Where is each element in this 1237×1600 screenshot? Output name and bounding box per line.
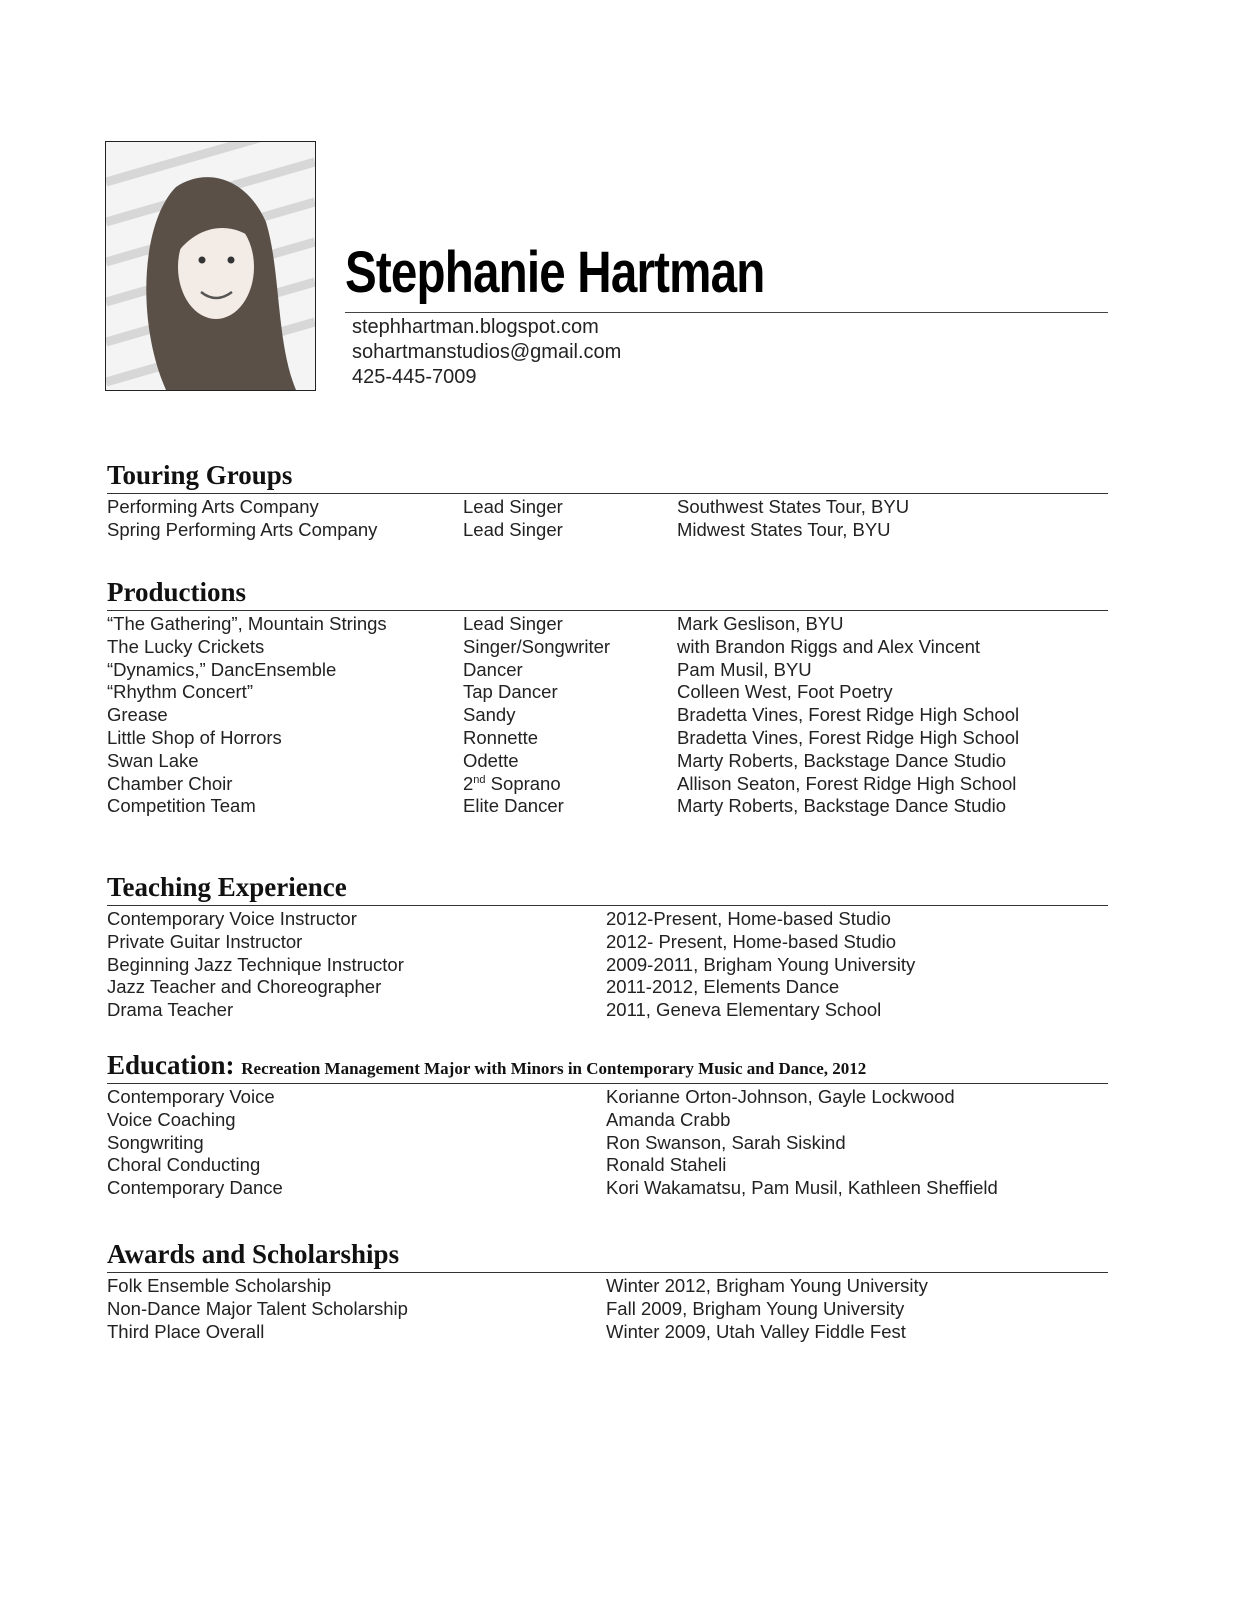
candidate-name: Stephanie Hartman: [345, 240, 765, 305]
cell-col-2: Kori Wakamatsu, Pam Musil, Kathleen Sheffield: [606, 1177, 998, 1199]
soprano-label: Soprano: [485, 772, 561, 794]
cell-col-3: Allison Seaton, Forest Ridge High School: [677, 772, 1017, 794]
table-row: [107, 976, 1108, 999]
education-degree: Recreation Management Major with Minors in Contemporary Music and Dance, 2012: [241, 1059, 867, 1078]
cell-col-2: Amanda Crabb: [606, 1108, 731, 1130]
section-heading: Awards and Scholarships: [107, 1239, 1108, 1273]
table-row: [107, 750, 1108, 773]
cell-col-1: Contemporary Voice: [107, 1086, 275, 1107]
cell-col-3: Marty Roberts, Backstage Dance Studio: [677, 795, 1007, 817]
phone-number: 425-445-7009: [352, 366, 477, 388]
table-row: [107, 999, 1108, 1022]
cell-col-3: Midwest States Tour, BYU: [677, 518, 891, 540]
cell-col-2: Elite Dancer: [463, 795, 564, 817]
table-row: [107, 1132, 1108, 1155]
table-row: [107, 1086, 1108, 1109]
cell-col-2: Odette: [463, 749, 519, 771]
cell-col-2: Lead Singer: [463, 613, 563, 634]
cell-col-2: Ronnette: [463, 726, 539, 748]
cell-col-1: “The Gathering”, Mountain Strings: [107, 613, 387, 634]
cell-col-1: Songwriting: [107, 1131, 204, 1153]
cell-col-3: Pam Musil, BYU: [677, 658, 812, 680]
section-education: [107, 1050, 1108, 1200]
cell-col-1: Grease: [107, 704, 168, 726]
contact-info: [352, 315, 621, 390]
cell-col-3: Southwest States Tour, BYU: [677, 496, 910, 517]
cell-col-2: Singer/Songwriter: [463, 635, 611, 657]
email-link[interactable]: sohartmanstudios@gmail.com: [352, 341, 622, 363]
table-row: [107, 908, 1108, 931]
table-row: [107, 704, 1108, 727]
table-row: [107, 727, 1108, 750]
cell-col-1: Jazz Teacher and Choreographer: [107, 976, 382, 998]
table-row: [107, 773, 1108, 796]
cell-col-3: Marty Roberts, Backstage Dance Studio: [677, 749, 1007, 771]
section-teaching-experience: [107, 872, 1108, 1022]
cell-col-2: Sandy: [463, 704, 516, 726]
cell-col-2: Korianne Orton-Johnson, Gayle Lockwood: [606, 1086, 955, 1107]
table-row: [107, 1109, 1108, 1132]
ordinal-suffix: nd: [473, 773, 486, 786]
section-touring-groups: [107, 460, 1108, 542]
cell-col-2: 2nd Soprano: [463, 772, 561, 794]
cell-col-3: with Brandon Riggs and Alex Vincent: [677, 635, 981, 657]
cell-col-1: Folk Ensemble Scholarship: [107, 1275, 332, 1296]
table-row: [107, 1154, 1108, 1177]
cell-col-2: Ronald Staheli: [606, 1154, 727, 1176]
education-title: Education:: [107, 1050, 235, 1080]
cell-col-3: Mark Geslison, BYU: [677, 613, 844, 634]
cell-col-2: Ron Swanson, Sarah Siskind: [606, 1131, 846, 1153]
cell-col-2: 2009-2011, Brigham Young University: [606, 953, 916, 975]
table-row: [107, 659, 1108, 682]
section-heading: Productions: [107, 577, 1108, 611]
section-heading: Teaching Experience: [107, 872, 1108, 906]
cell-col-1: Chamber Choir: [107, 772, 233, 794]
cell-col-1: Non-Dance Major Talent Scholarship: [107, 1297, 408, 1319]
table-row: [107, 681, 1108, 704]
cell-col-1: Swan Lake: [107, 749, 199, 771]
table-row: [107, 795, 1108, 818]
cell-col-1: Voice Coaching: [107, 1108, 236, 1130]
table-row: [107, 613, 1108, 636]
cell-col-1: Beginning Jazz Technique Instructor: [107, 953, 404, 975]
cell-col-1: Little Shop of Horrors: [107, 726, 282, 748]
cell-col-2: Winter 2012, Brigham Young University: [606, 1275, 928, 1296]
profile-photo: [105, 141, 316, 391]
table-row: [107, 1298, 1108, 1321]
cell-col-1: Contemporary Dance: [107, 1177, 283, 1199]
cell-col-1: “Dynamics,” DancEnsemble: [107, 658, 337, 680]
cell-col-2: Dancer: [463, 658, 523, 680]
table-row: [107, 1177, 1108, 1200]
cell-col-1: Performing Arts Company: [107, 496, 319, 517]
cell-col-1: Choral Conducting: [107, 1154, 261, 1176]
cell-col-3: Bradetta Vines, Forest Ridge High School: [677, 704, 1020, 726]
cell-col-2: Tap Dancer: [463, 681, 558, 703]
cell-col-2: 2012-Present, Home-based Studio: [606, 908, 891, 929]
section-productions: [107, 577, 1108, 818]
section-heading: Touring Groups: [107, 460, 1108, 494]
table-row: [107, 1275, 1108, 1298]
cell-col-2: Lead Singer: [463, 496, 563, 517]
cell-col-2: Lead Singer: [463, 518, 563, 540]
cell-col-2: 2011-2012, Elements Dance: [606, 976, 840, 998]
section-heading: [107, 1050, 1108, 1084]
cell-col-1: Competition Team: [107, 795, 256, 817]
cell-col-1: Private Guitar Instructor: [107, 930, 303, 952]
table-row: [107, 1321, 1108, 1344]
table-row: [107, 636, 1108, 659]
cell-col-3: Bradetta Vines, Forest Ridge High School: [677, 726, 1020, 748]
section-awards: [107, 1239, 1108, 1343]
cell-col-1: Contemporary Voice Instructor: [107, 908, 357, 929]
cell-col-1: The Lucky Crickets: [107, 635, 265, 657]
cell-col-1: “Rhythm Concert”: [107, 681, 253, 703]
cell-col-2: 2012- Present, Home-based Studio: [606, 930, 897, 952]
cell-col-3: Colleen West, Foot Poetry: [677, 681, 893, 703]
cell-col-2: Fall 2009, Brigham Young University: [606, 1297, 905, 1319]
cell-col-2: 2011, Geneva Elementary School: [606, 999, 882, 1021]
table-row: [107, 496, 1108, 519]
cell-col-1: Spring Performing Arts Company: [107, 518, 378, 540]
cell-col-1: Third Place Overall: [107, 1320, 265, 1342]
cell-col-1: Drama Teacher: [107, 999, 234, 1021]
website-link[interactable]: stephhartman.blogspot.com: [352, 316, 599, 338]
table-row: [107, 519, 1108, 542]
name-divider: [345, 312, 1108, 313]
table-row: [107, 954, 1108, 977]
cell-col-2: Winter 2009, Utah Valley Fiddle Fest: [606, 1320, 906, 1342]
table-row: [107, 931, 1108, 954]
